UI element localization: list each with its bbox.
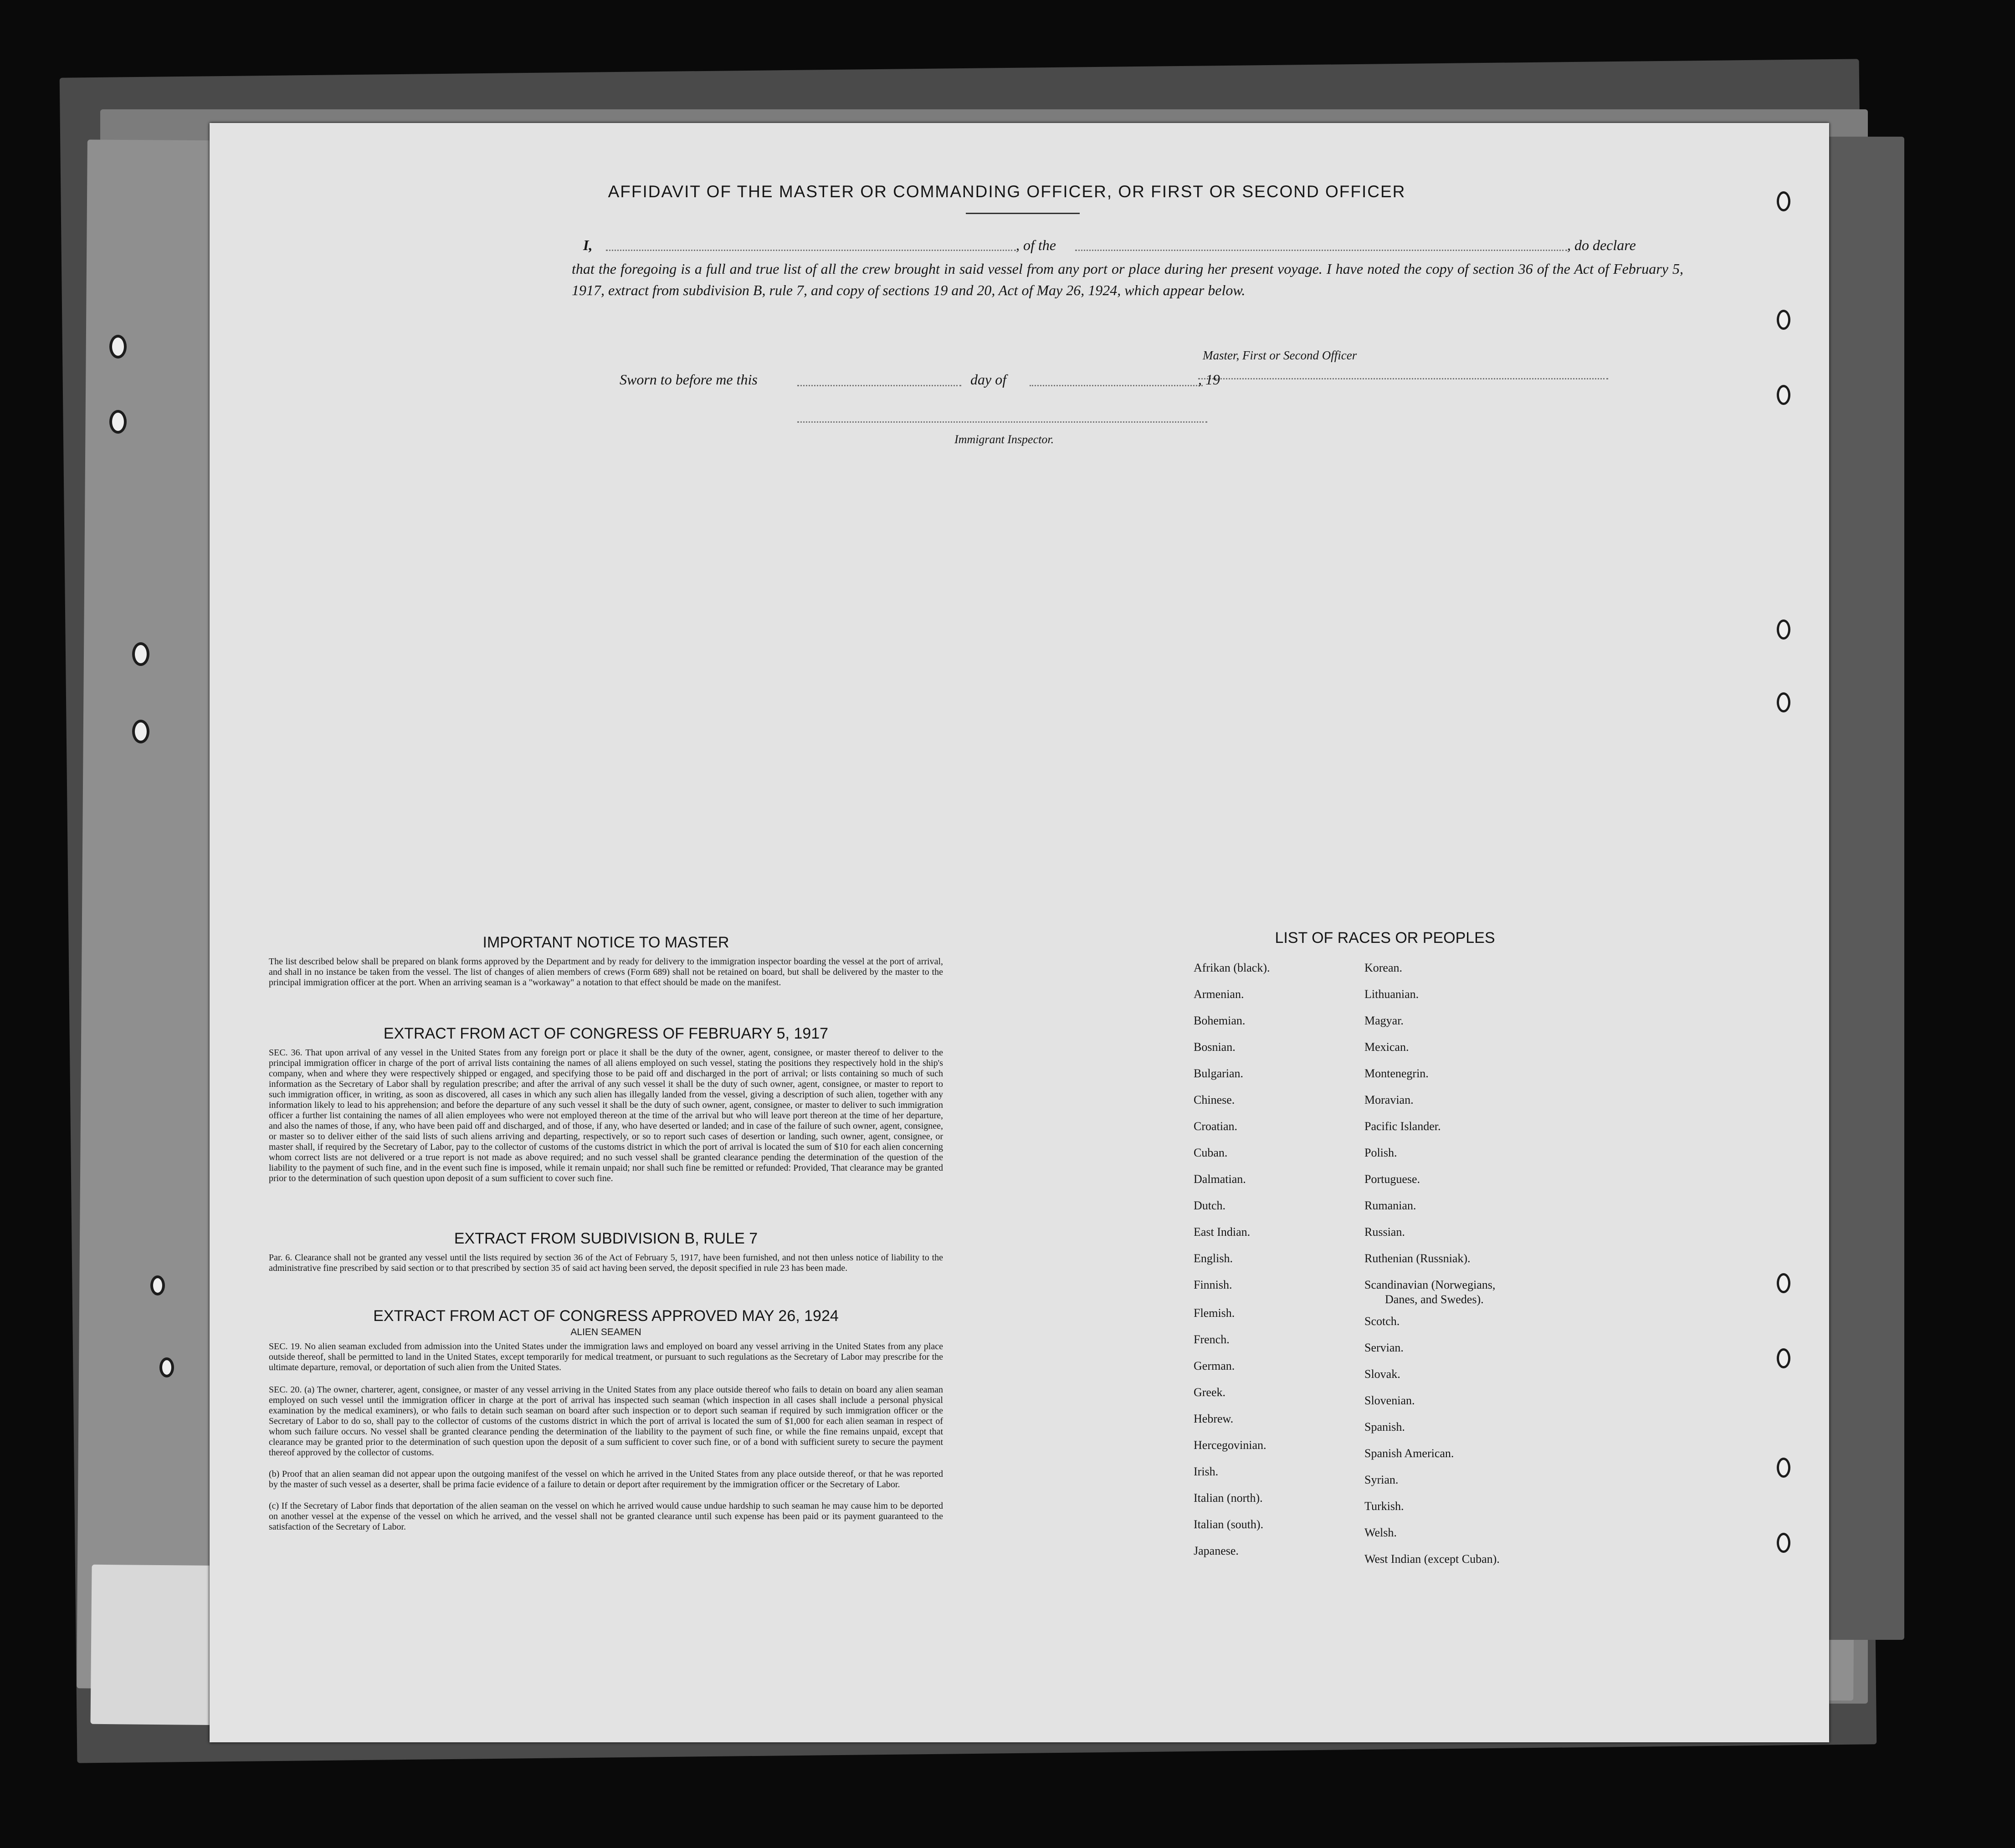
punch-hole: [1777, 1273, 1790, 1293]
race-item: Russian.: [1364, 1225, 1405, 1239]
race-item: Moravian.: [1364, 1093, 1414, 1106]
subdivision-title: EXTRACT FROM SUBDIVISION B, RULE 7: [454, 1230, 758, 1247]
master-signature-line: [1198, 378, 1608, 379]
race-item: Lithuanian.: [1364, 988, 1419, 1001]
sworn-day-blank: [797, 385, 961, 386]
races-title: LIST OF RACES OR PEOPLES: [1275, 929, 1495, 947]
punch-hole: [1777, 692, 1790, 712]
race-item: Slovak.: [1364, 1367, 1400, 1381]
sworn-text: Sworn to before me this: [620, 371, 758, 388]
background-page-edge: [1822, 137, 1904, 1640]
race-item: Bulgarian.: [1194, 1067, 1244, 1080]
race-item: Rumanian.: [1364, 1199, 1416, 1212]
race-item: Ruthenian (Russniak).: [1364, 1252, 1471, 1265]
race-item: Slovenian.: [1364, 1394, 1415, 1407]
name-blank: [606, 250, 1016, 251]
sworn-month-blank: [1030, 385, 1203, 386]
punch-hole: [1777, 385, 1790, 405]
race-item: Spanish American.: [1364, 1447, 1454, 1460]
extract-1924-sec19: SEC. 19. No alien seaman excluded from admission into the United States under the immigration laws and employed on board any vessel arriving in the United States from any place outside thereof, shall be permitted to land in the United States, except temporarily for medical treatment, or pursuant to such regulations as the Secretary of Labor may prescribe for the ultimate departure, removal, or deportation of such alien from the United States.: [269, 1341, 943, 1372]
race-item: Mexican.: [1364, 1040, 1409, 1054]
master-signature-label: Master, First or Second Officer: [1203, 348, 1357, 362]
extract-1924-sec20c: (c) If the Secretary of Labor finds that deportation of the alien seaman on the vessel on which he arrived would cause undue hardship to such seaman he may cause him to be deported on another vessel at the expense of the vessel on which he arrived, and the vessel shall not be granted clearance until such expense has been paid or its payment guaranteed to the satisfaction of the Secretary of Labor.: [269, 1501, 943, 1532]
extract-1917-text: SEC. 36. That upon arrival of any vessel in the United States from any foreign port or place it shall be the duty of the owner, agent, consignee, or master thereof to deliver to the principal immigration officer in charge of the port of arrival lists containing the names of all aliens employed on such vessel, stating the positions they respectively hold in the ship's company, when and where they were respectively shipped or engaged, and specifying those to be paid off and discharged in the port of arrival; or lists containing so much of such information as the Secretary of Labor shall by regulation prescribe; and after the arrival of any such vessel it shall be the duty of such owner, agent, consignee, or master to report to such immigration officer, in writing, as soon as discovered, all cases in which any such alien has illegally landed from the vessel, giving a description of such alien, together with any information likely to lead to his apprehension; and before the departure of any such vessel it shall be the duty of such owner, agent, consignee, or master to deliver to such immigration officer a further list containing the names of all alien employees who were not employed thereon at the time of the arrival but who will leave port thereon at the time of her departure, and also the names of those, if any, who have been paid off and discharged, and of those, if any, who have deserted or landed; and in case of the failure of such owner, agent, consignee, or master so to deliver either of the said lists of such aliens arriving and departing, respectively, or so to report such cases of desertion or landing, such owner, agent, consignee, or master shall, if required by the Secretary of Labor, pay to the collector of customs of the customs district in which the port of arrival is located the sum of $10 for each alien concerning whom correct lists are not delivered or a true report is not made as above required; and no such vessel shall be granted clearance pending the determination of the question of the liability to the payment of such fine, and in the event such fine is imposed, while it remain unpaid; nor shall such fine be remitted or refunded: Provided, That clearance may be granted prior to the determination of such question upon deposit of a sum sufficient to cover such fine.: [269, 1048, 943, 1183]
race-item: Dalmatian.: [1194, 1172, 1246, 1186]
race-item: Hercegovinian.: [1194, 1438, 1266, 1452]
extract-1924-title: EXTRACT FROM ACT OF CONGRESS APPROVED MAY 26, 1924: [373, 1307, 839, 1325]
subdivision-text: Par. 6. Clearance shall not be granted any vessel until the lists required by section 36 of the Act of February 5, 1917, have been furnished, and not then unless notice of liability to the administrative fine prescribed by said section or to that prescribed by section 35 of said act having been served, the deposit specified in rule 23 has been made.: [269, 1253, 943, 1273]
binder-hole: [132, 642, 149, 666]
affidavit-of-the: , of the: [1016, 237, 1056, 253]
race-item: Portuguese.: [1364, 1172, 1420, 1186]
binder-hole: [132, 720, 149, 743]
race-item: Scotch.: [1364, 1315, 1400, 1328]
race-item: Bosnian.: [1194, 1040, 1236, 1054]
race-item: Japanese.: [1194, 1544, 1239, 1557]
notice-text: The list described below shall be prepared on blank forms approved by the Department and by ready for delivery to the immigration inspector boarding the vessel at the port of arrival, and shall in no instance be taken from the vessel. The list of changes of alien members of crews (Form 689) shall not be retained on board, but shall be delivered by the master to the principal immigration officer at the port. When an arriving seaman is a "workaway" a notation to that effect should be made on the manifest.: [269, 957, 943, 988]
race-item: Spanish.: [1364, 1420, 1405, 1433]
race-item: English.: [1194, 1252, 1233, 1265]
document-page: [210, 123, 1829, 1742]
race-item: Irish.: [1194, 1465, 1219, 1478]
affidavit-title: AFFIDAVIT OF THE MASTER OR COMMANDING OFFICER, OR FIRST OR SECOND OFFICER: [608, 182, 1406, 201]
vessel-blank: [1075, 250, 1567, 251]
sworn-day-of: day of: [970, 371, 1007, 388]
sworn-year: , 19: [1198, 371, 1220, 388]
race-item: Scandinavian (Norwegians,: [1364, 1278, 1496, 1291]
punch-hole: [1777, 310, 1790, 330]
race-item: Italian (south).: [1194, 1518, 1264, 1531]
race-item: Armenian.: [1194, 988, 1244, 1001]
race-item: Danes, and Swedes).: [1385, 1293, 1484, 1306]
punch-hole: [1777, 1348, 1790, 1368]
extract-1924-subtitle: ALIEN SEAMEN: [570, 1327, 641, 1337]
binder-hole: [159, 1357, 174, 1377]
race-item: East Indian.: [1194, 1225, 1251, 1239]
race-item: Pacific Islander.: [1364, 1120, 1441, 1133]
binder-hole: [150, 1275, 165, 1295]
race-item: Cuban.: [1194, 1146, 1228, 1159]
notice-title: IMPORTANT NOTICE TO MASTER: [482, 934, 729, 951]
affidavit-body: that the foregoing is a full and true list of all the crew brought in said vessel from any port or place during her present voyage. I have noted the copy of section 36 of the Act of February 5, 1917, extract from subdivision B, rule 7, and copy of sections 19 and 20, Act of May 26, 1924, which appear below.: [572, 261, 1683, 298]
race-item: Chinese.: [1194, 1093, 1235, 1106]
punch-hole: [1777, 1458, 1790, 1478]
race-item: Finnish.: [1194, 1278, 1232, 1291]
race-item: Korean.: [1364, 961, 1403, 974]
extract-1924-sec20b: (b) Proof that an alien seaman did not appear upon the outgoing manifest of the vessel on which he arrived in the United States from any place outside thereof, or that he was reported by the master of such vessel as a deserter, shall be prima facie evidence of a failure to detain or deport after requirement by the immigration officer or the Secretary of Labor.: [269, 1469, 943, 1490]
punch-hole: [1777, 619, 1790, 640]
race-item: Syrian.: [1364, 1473, 1399, 1486]
extract-1917-title: EXTRACT FROM ACT OF CONGRESS OF FEBRUARY 5, 1917: [383, 1025, 829, 1042]
race-item: West Indian (except Cuban).: [1364, 1552, 1500, 1566]
race-item: Welsh.: [1364, 1526, 1397, 1539]
punch-hole: [1777, 191, 1790, 211]
affidavit-i: I,: [583, 237, 593, 253]
race-item: Polish.: [1364, 1146, 1397, 1159]
race-item: Croatian.: [1194, 1120, 1238, 1133]
race-item: Turkish.: [1364, 1500, 1404, 1513]
race-item: Greek.: [1194, 1386, 1226, 1399]
affidavit-do-declare: , do declare: [1567, 237, 1636, 253]
race-item: French.: [1194, 1333, 1230, 1346]
race-item: Servian.: [1364, 1341, 1404, 1354]
race-item: Italian (north).: [1194, 1491, 1263, 1505]
race-item: Flemish.: [1194, 1306, 1235, 1320]
extract-1924-sec20a: SEC. 20. (a) The owner, charterer, agent, consignee, or master of any vessel arriving in the United States from any place outside thereof who fails to detain on board any alien seaman employed on such vessel until the immigration officer in charge at the port of arrival has inspected such seaman (which inspection in all cases shall include a personal physical examination by the medical examiners), or who fails to detain such seaman on board after such inspection or to deport such seaman if required by such immigration officer or the Secretary of Labor to do so, shall pay to the collector of customs of the customs district in which the port of arrival is located the sum of $1,000 for each alien seaman in respect of whom such failure occurs. No vessel shall be granted clearance pending the determination of the liability to the payment of such fine, or while the fine remains unpaid, except that clearance may be granted prior to the determination of such question upon the deposit of a sum sufficient to cover such fine, or of a bond with sufficient surety to secure the payment thereof approved by the collector of customs.: [269, 1385, 943, 1458]
race-item: Montenegrin.: [1364, 1067, 1429, 1080]
binder-hole: [109, 410, 127, 434]
inspector-label: Immigrant Inspector.: [954, 433, 1054, 446]
race-item: Afrikan (black).: [1194, 961, 1270, 974]
race-item: German.: [1194, 1359, 1235, 1372]
binder-hole: [109, 335, 127, 358]
race-item: Magyar.: [1364, 1014, 1404, 1027]
inspector-signature-line: [797, 421, 1207, 423]
race-item: Bohemian.: [1194, 1014, 1246, 1027]
race-item: Dutch.: [1194, 1199, 1226, 1212]
punch-hole: [1777, 1533, 1790, 1553]
race-item: Hebrew.: [1194, 1412, 1234, 1425]
title-divider: [966, 213, 1080, 214]
